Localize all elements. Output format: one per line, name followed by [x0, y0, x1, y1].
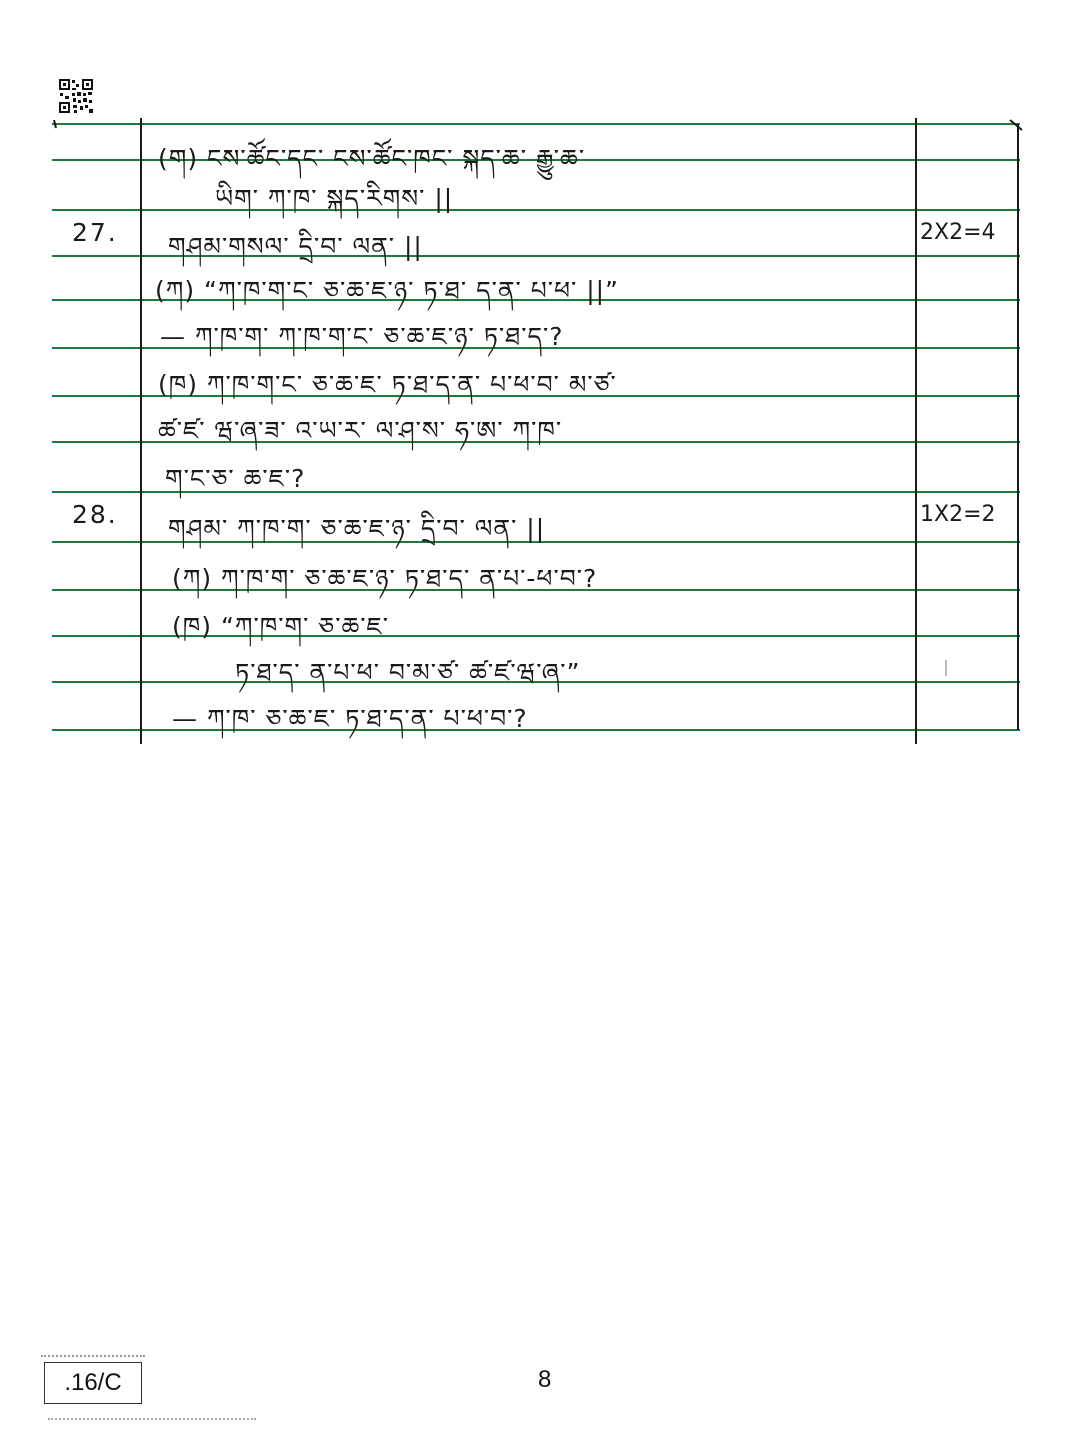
paper-code-box — [44, 1362, 142, 1404]
question-text-line: (ཀ) ཀ་ཁ་ག་ ཅ་ཆ་ཇ་ཉ་ ཏ་ཐ་ད་ ན་པ་-ཕ་བ་? — [172, 564, 598, 593]
marks-allocation: 2X2=4 — [920, 220, 996, 245]
question-text-line: གཤམ་ ཀ་ཁ་ག་ ཅ་ཆ་ཇ་ཉ་ དྲི་བ་ ལན་ || — [168, 514, 546, 543]
marks-allocation: 1X2=2 — [920, 502, 996, 527]
question-text-line: ག་ང་ཅ་ ཆ་ཇ་? — [165, 464, 306, 493]
question-number: 27. — [72, 218, 118, 247]
question-text-line: (ག) ངས་ཚོང་དང་ ངས་ཚོང་ཁང་ སྐད་ཆ་ རྒྱུ་ཆ་ — [158, 144, 586, 173]
question-text-line: ཏ་ཐ་ད་ ན་པ་ཕ་ བ་མ་ཙ་ ཚ་ཛ་ཝ་ཞ་” — [235, 658, 581, 687]
question-text-line: — ཀ་ཁ་ག་ ཀ་ཁ་ག་ང་ ཅ་ཆ་ཇ་ཉ་ ཏ་ཐ་ད་? — [160, 322, 564, 351]
question-text-line: (ཁ) “ཀ་ཁ་ག་ ཅ་ཆ་ཇ་ — [172, 612, 390, 641]
question-text-line: གཤམ་གསལ་ དྲི་བ་ ལན་ || — [168, 232, 423, 261]
question-number: 28. — [72, 500, 118, 529]
question-text-line: ཚ་ཛ་ ཝ་ཞ་ཟ་ འ་ཡ་ར་ ལ་ཤ་ས་ ཧ་ཨ་ ཀ་ཁ་ — [158, 416, 563, 445]
paper-code: .16/C — [64, 1369, 122, 1396]
footer-dotted-strip — [48, 1418, 256, 1423]
question-text-line: (ཀ) “ཀ་ཁ་ག་ང་ ཅ་ཆ་ཇ་ཉ་ ཏ་ཐ་ ད་ན་ པ་ཕ་ ||” — [155, 276, 619, 305]
question-text-line: ཡིག་ ཀ་ཁ་ སྐད་རིགས་ || — [215, 184, 454, 213]
question-text-line: (ཁ) ཀ་ཁ་ག་ང་ ཅ་ཆ་ཇ་ ཏ་ཐ་ད་ན་ པ་ཕ་བ་ མ་ཙ་ — [158, 370, 617, 399]
question-text-line: — ཀ་ཁ་ ཅ་ཆ་ཇ་ ཏ་ཐ་ད་ན་ པ་ཕ་བ་? — [172, 704, 528, 733]
page-number: 8 — [538, 1366, 552, 1393]
